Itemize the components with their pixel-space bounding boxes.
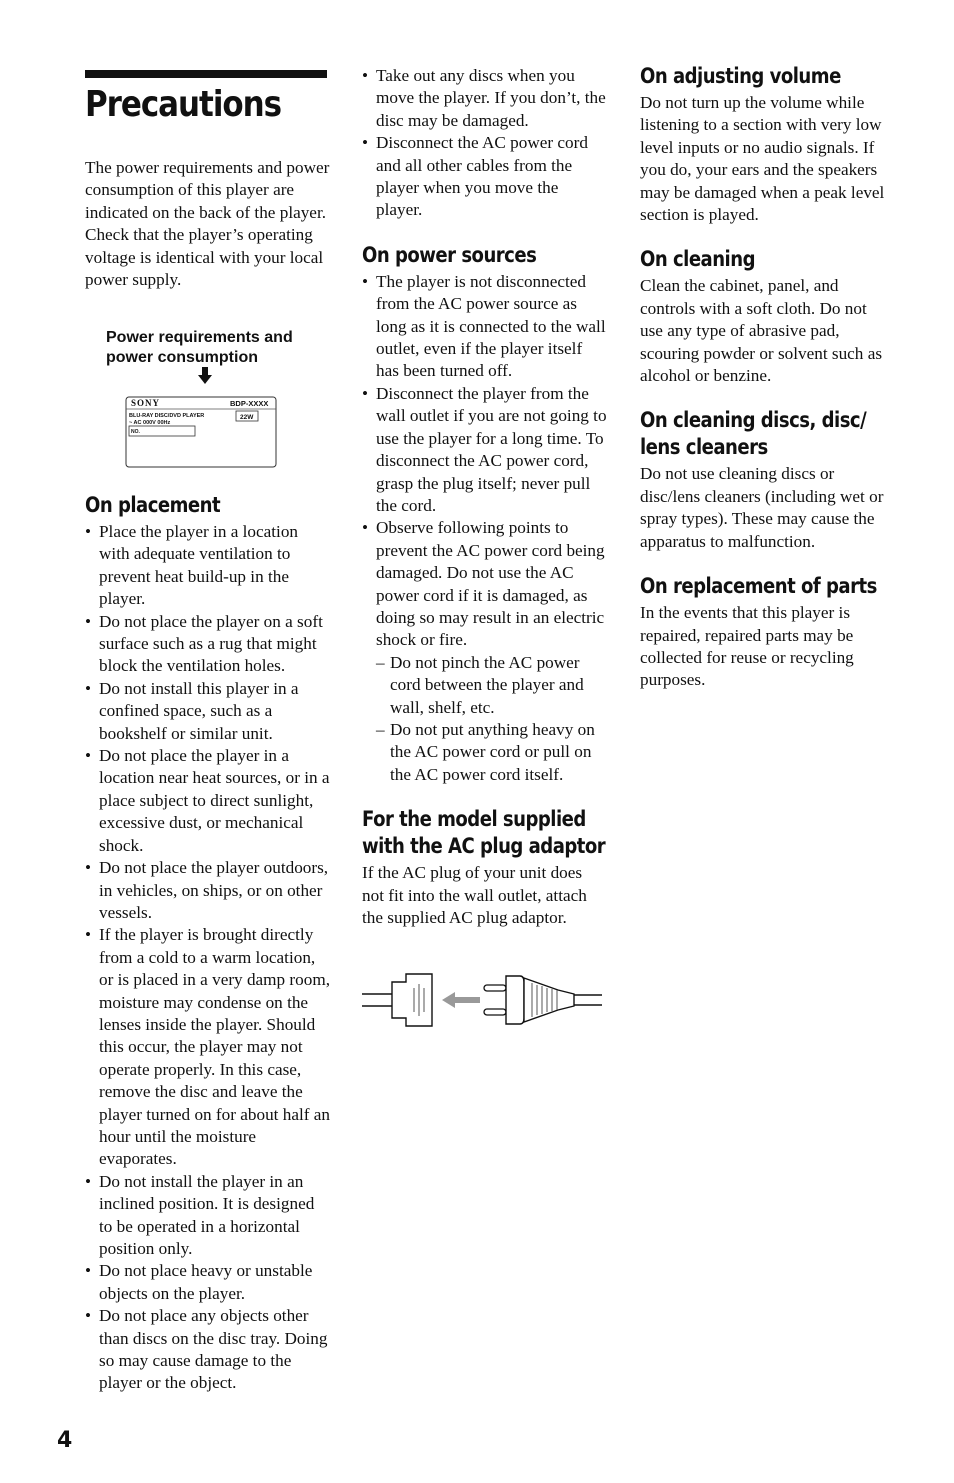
plug-adaptor-heading xyxy=(362,806,606,860)
rating-caption-line2: power consumption xyxy=(106,349,258,366)
cleaning-text: Clean the cabinet, panel, and controls with a soft cloth. Do not use any type of abrasive pad, scouring powder or solvent such as alcohol or benzine. xyxy=(640,276,883,386)
serial-number-field: NO. xyxy=(131,429,140,435)
page-number: 4 xyxy=(57,1428,73,1453)
plug-adaptor-illustration xyxy=(362,968,607,1032)
page-title: Precautions xyxy=(85,84,282,125)
cleaning-heading: On cleaning xyxy=(640,247,755,272)
rating-caption-line1: Power requirements and xyxy=(106,329,293,346)
cleaning-discs-text: Do not use cleaning discs or disc/lens cleaners (including wet or spray types). These may cause the apparatus to malfunction. xyxy=(640,464,884,551)
list-item: • Place the player in a location with adequate ventilation to prevent heat build-up in the player. xyxy=(85,521,330,611)
model-number: BDP-XXXX xyxy=(230,399,269,408)
cleaning-discs-heading-line1: On cleaning discs, disc/ xyxy=(640,408,867,433)
plug-adaptor-icon xyxy=(484,976,602,1024)
cleaning-discs-heading xyxy=(640,407,867,461)
list-item: – Do not pinch the AC power cord between the player and wall, shelf, etc. xyxy=(362,652,607,719)
list-item: • Observe following points to prevent the AC power cord being damaged. Do not use the AC power cord if it is damaged, as doing so may result in an electric shock or fire. xyxy=(362,517,607,651)
list-item: • Do not place the player on a soft surface such as a rug that might block the ventilation holes. xyxy=(85,611,330,678)
plug-adaptor-text: If the AC plug of your unit does not fit into the wall outlet, attach the supplied AC plug adaptor. xyxy=(362,863,587,927)
list-item: • Disconnect the player from the wall outlet if you are not going to use the player for a long time. To disconnect the AC power cord, grasp the plug itself; never pull the cord. xyxy=(362,383,607,517)
plug-adaptor-heading-line2: with the AC plug adaptor xyxy=(362,834,606,859)
power-sources-sub-list xyxy=(362,652,607,786)
list-item: • The player is not disconnected from the AC power source as long as it is connected to the wall outlet, even if the player itself has been turned off. xyxy=(362,271,607,383)
left-arrow-icon xyxy=(442,992,480,1008)
list-item: • Take out any discs when you move the player. If you don’t, the disc may be damaged. xyxy=(362,65,607,132)
list-item: • Do not place the player in a location near heat sources, or in a place subject to direct sunlight, excessive dust, or mechanical shock. xyxy=(85,745,330,857)
intro-paragraph: The power requirements and power consumption of this player are indicated on the back of the player. Check that the player’s operating voltage is identical with your local power supply. xyxy=(85,158,330,290)
rating-label-illustration xyxy=(120,366,285,472)
rating-label-caption xyxy=(106,328,293,368)
title-rule xyxy=(85,70,327,78)
placement-heading: On placement xyxy=(85,493,221,517)
replacement-text: In the events that this player is repaired, repaired parts may be collected for reuse or recycling purposes. xyxy=(640,603,854,690)
list-item: – Do not put anything heavy on the AC power cord or pull on the AC power cord itself. xyxy=(362,719,607,786)
right-column xyxy=(640,63,890,692)
list-item: • If the player is brought directly from a cold to a warm location, or is placed in a very damp room, moisture may condense on the lenses inside the player. Should this occur, the player may not operate properly. In this case, remove the disc and leave the player turned on for about half an hour until the moisture evaporates. xyxy=(85,924,330,1170)
list-item: • Do not place any objects other than discs on the disc tray. Doing so may cause damage to the player or the object. xyxy=(85,1305,330,1395)
replacement-heading: On replacement of parts xyxy=(640,574,877,599)
wattage-rating: 22W xyxy=(240,414,254,421)
list-item: • Do not install this player in a confined space, such as a bookshelf or similar unit. xyxy=(85,678,330,745)
intro-column xyxy=(85,157,330,291)
list-item: • Do not place heavy or unstable objects on the player. xyxy=(85,1260,330,1305)
placement-list xyxy=(85,521,330,1395)
sony-logo: SONY xyxy=(131,398,161,408)
power-sources-heading: On power sources xyxy=(362,242,537,267)
power-sources-list xyxy=(362,271,607,652)
volume-text: Do not turn up the volume while listening to a section with very low level inputs or no audio signals. If you do, your ears and the speakers may be damaged when a peak level section is played. xyxy=(640,93,885,225)
volume-heading: On adjusting volume xyxy=(640,64,841,88)
middle-column xyxy=(362,65,607,929)
list-item: • Do not install the player in an inclined position. It is designed to be operated in a horizontal position only. xyxy=(85,1171,330,1261)
ac-plug-icon xyxy=(392,974,432,1026)
list-item: • Do not place the player outdoors, in vehicles, on ships, or on other vessels. xyxy=(85,857,330,924)
list-item: • Disconnect the AC power cord and all other cables from the player when you move the player. xyxy=(362,132,607,222)
voltage-rating: ~ AC 000V 00Hz xyxy=(129,420,171,426)
plug-adaptor-heading-line1: For the model supplied xyxy=(362,807,586,832)
placement-section xyxy=(85,492,330,1395)
cleaning-discs-heading-line2: lens cleaners xyxy=(640,435,768,460)
placement-continued-list xyxy=(362,65,607,222)
down-arrow-icon xyxy=(198,367,212,384)
product-name: BLU-RAY DISC/DVD PLAYER xyxy=(129,413,205,419)
